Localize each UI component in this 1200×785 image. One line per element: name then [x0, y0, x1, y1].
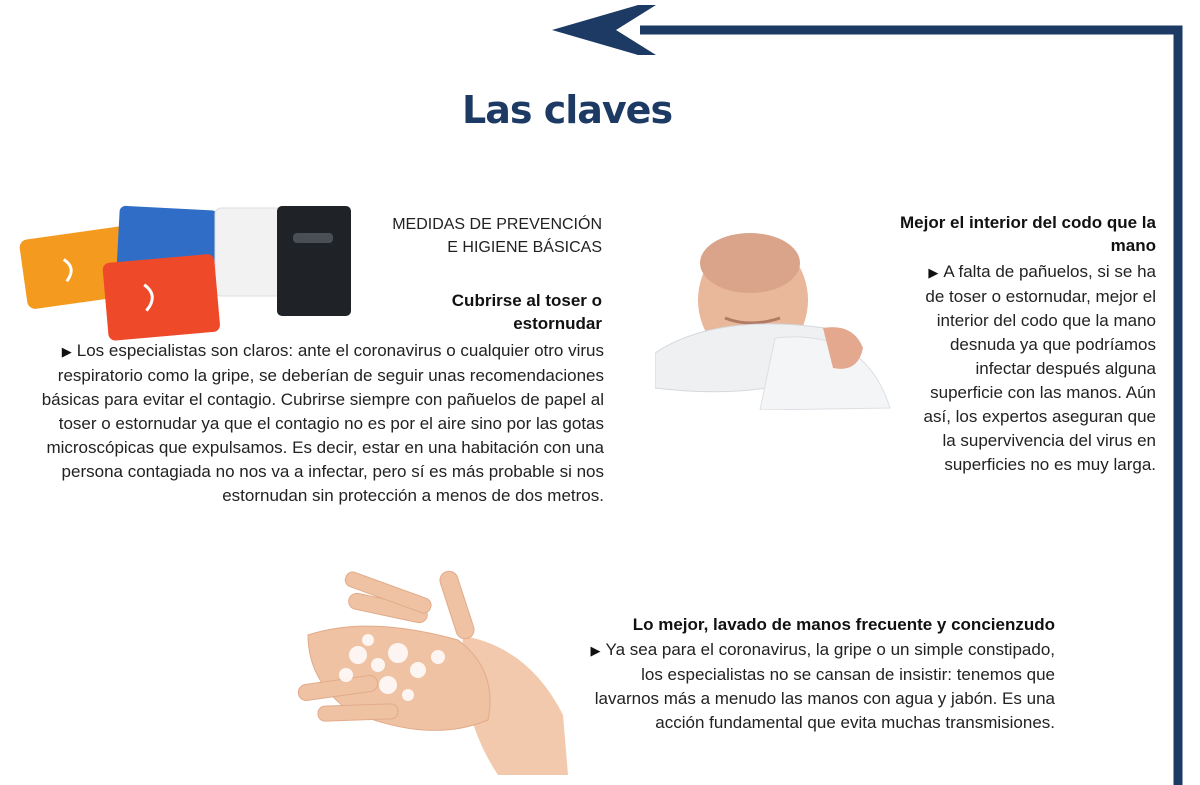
- kicker-line-2: E HIGIENE BÁSICAS: [447, 239, 602, 256]
- page-title: Las claves: [462, 88, 673, 132]
- section-body-handwashing: [575, 638, 1055, 735]
- section-heading-handwashing: Lo mejor, lavado de manos frecuente y concienzudo: [632, 615, 1055, 634]
- tissue-packs-image: [15, 198, 355, 343]
- elbow-sneeze-photo: [655, 228, 903, 410]
- kicker: [330, 213, 602, 259]
- section-text-handwashing: Ya sea para el coronavirus, la gripe o un simple constipado, los especialistas no se cansan de insistir: tenemos que lavarnos más a menudo las manos con agua y jabón. Es una acción fundamental que evita muchas transmisiones.: [594, 640, 1055, 732]
- bullet-icon: ▶: [590, 643, 601, 658]
- handwashing-photo: [288, 565, 568, 775]
- section-heading-elbow: Mejor el interior del codo que la mano: [900, 213, 1156, 255]
- section-text-elbow: A falta de pañuelos, si se ha de toser o estornudar, mejor el interior del codo que la mano desnuda ya que podríamos infectar después alguna superficie con las manos. Aún así, los expertos aseguran que la supervivencia del virus en superficies no es muy larga.: [923, 262, 1156, 474]
- bullet-icon: ▶: [61, 344, 72, 359]
- section-body-cover: [8, 339, 604, 508]
- bullet-icon: ▶: [928, 265, 939, 280]
- section-text-cover: Los especialistas son claros: ante el coronavirus o cualquier otro virus respiratorio como la gripe, se deberían de seguir unas recomendaciones básicas para evitar el contagio. Cubrirse siempre con pañuelos de papel al toser o estornudar ya que el contagio no es por el aire sino por las gotas microscópicas que expulsamos. Es decir, estar en una habitación con una persona contagiada no nos va a infectar, pero sí es más probable si nos estornudan sin protección a menos de dos metros.: [41, 341, 604, 505]
- section-heading-cover: Cubrirse al toser o estornudar: [451, 291, 602, 333]
- kicker-line-1: MEDIDAS DE PREVENCIÓN: [392, 216, 602, 233]
- section-body-elbow: [910, 260, 1156, 477]
